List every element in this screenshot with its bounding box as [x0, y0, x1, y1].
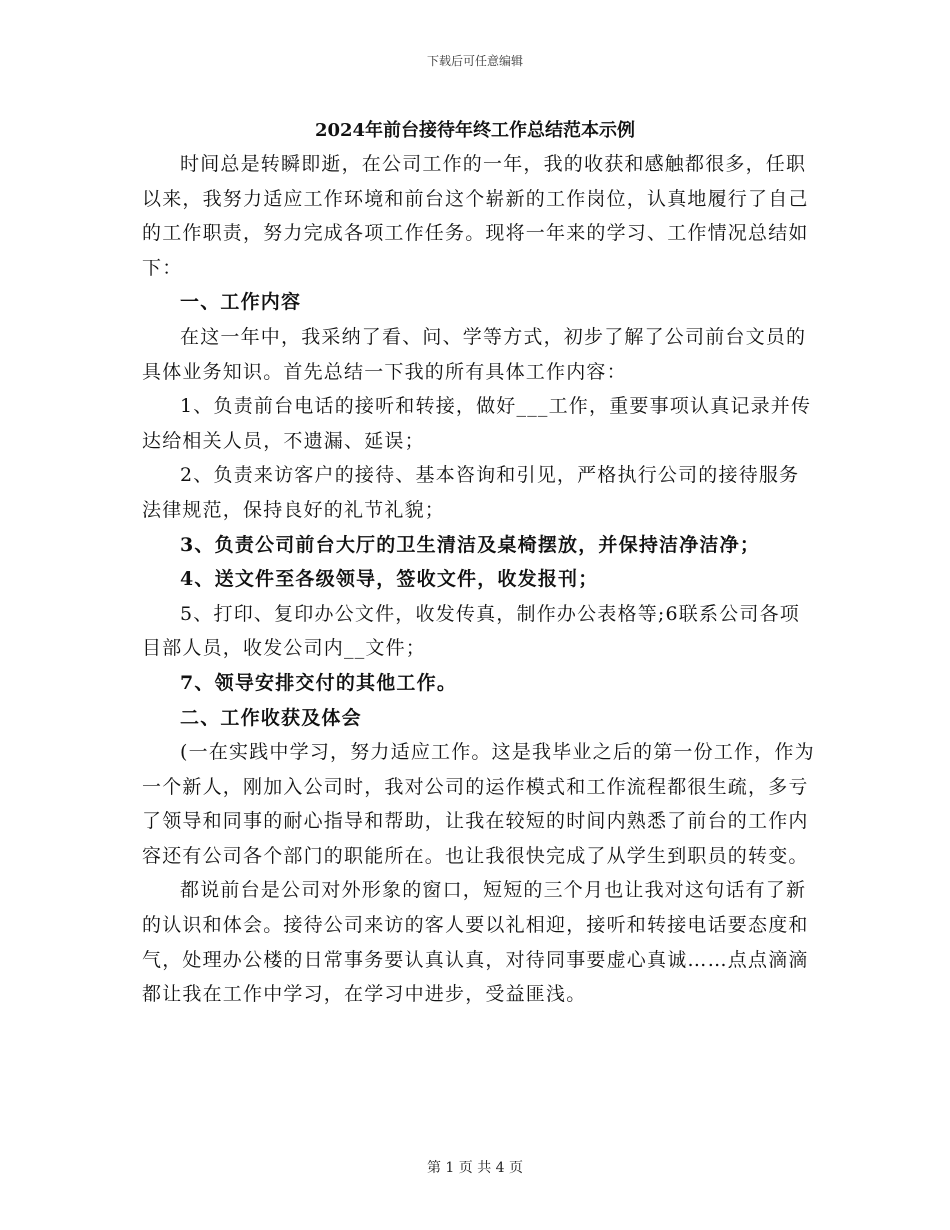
page-footer: 第 1 页 共 4 页 — [426, 1160, 524, 1176]
header-note: 下载后可任意编辑 — [426, 54, 523, 68]
section-heading-work-content: 一、工作内容 — [180, 291, 302, 314]
work-content-paragraph: 在这一年中，我采纳了看、问、学等方式，初步了解了公司前台文员的具体业务知识。首先总结一下我的所有具体工作内容： — [142, 325, 807, 383]
document-title: 2024年前台接待年终工作总结范本示例 — [314, 120, 636, 141]
list-item-4: 4、送文件至各级领导，签收文件，收发报刊； — [180, 568, 599, 591]
gains-paragraph-2: 都说前台是公司对外形象的窗口，短短的三个月也让我对这句话有了新的认识和体会。接待公司来访的客人要以礼相迎，接听和转接电话要态度和气，处理办公楼的日常事务要认真认真，对待同事要虚心真诚……点点滴滴都让我在工作中学习，在学习中进步，受益匪浅。 — [142, 879, 809, 1006]
list-item-1: 1、负责前台电话的接听和转接，做好___工作，重要事项认真记录并传达给相关人员，不遗漏、延误； — [142, 395, 812, 452]
document-body — [142, 147, 816, 1012]
list-item-5: 5、打印、复印办公文件，收发传真，制作办公表格等;6联系公司各项目部人员，收发公司内__文件； — [142, 602, 800, 660]
list-item-3: 3、负责公司前台大厅的卫生清洁及桌椅摆放，并保持洁净洁净； — [180, 533, 761, 556]
gains-paragraph-1: (一在实践中学习，努力适应工作。这是我毕业之后的第一份工作，作为一个新人，刚加入公司时，我对公司的运作模式和工作流程都很生疏，多亏了领导和同事的耐心指导和帮助，让我在较短的时间内熟悉了前台的工作内容还有公司各个部门的职能所在。也让我很快完成了从学生到职员的转变。 — [142, 741, 815, 867]
section-heading-gains: 二、工作收获及体会 — [180, 706, 362, 729]
intro-paragraph: 时间总是转瞬即逝，在公司工作的一年，我的收获和感触都很多，任职以来，我努力适应工作环境和前台这个崭新的工作岗位，认真地履行了自己的工作职责，努力完成各项工作任务。现将一年来的学习、工作情况总结如下： — [142, 153, 809, 279]
list-item-2: 2、负责来访客户的接待、基本咨询和引见，严格执行公司的接待服务法律规范，保持良好的礼节礼貌； — [142, 464, 800, 521]
list-item-7: 7、领导安排交付的其他工作。 — [180, 671, 458, 694]
